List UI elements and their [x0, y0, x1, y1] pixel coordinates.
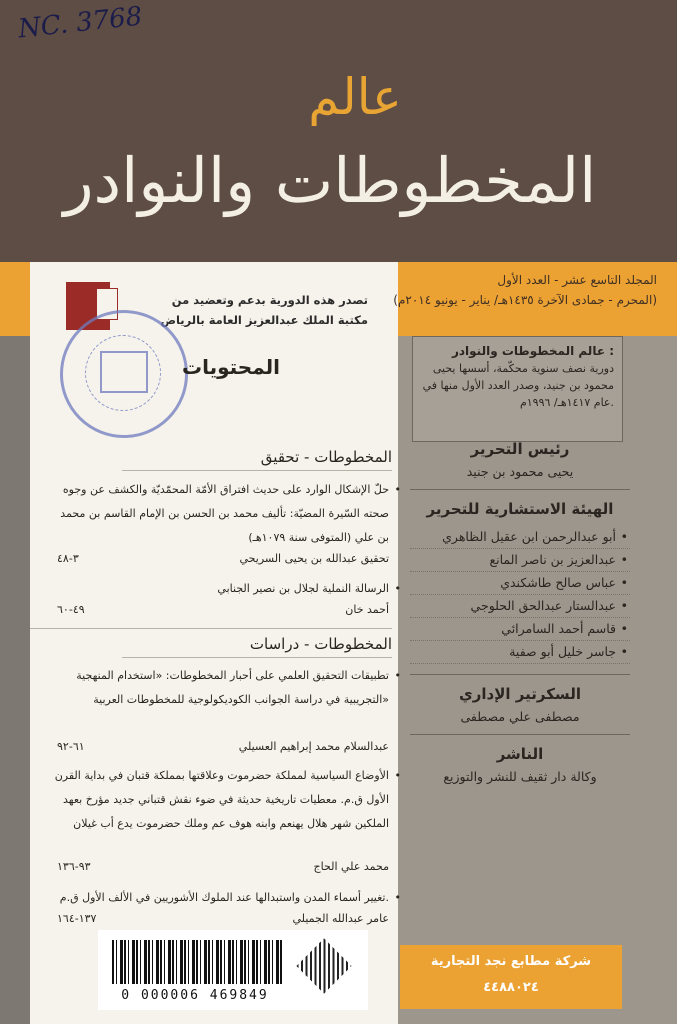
handwritten-note: NC. 3768 [16, 1, 144, 45]
item-pages: ٩٣-١٣٦ [57, 860, 91, 873]
item-author: عامر عبدالله الجميلي [292, 912, 389, 925]
board-member: • عباس صالح طاشكندي [410, 572, 630, 595]
board-title: الهيئة الاستشارية للتحرير [426, 500, 614, 518]
item-author: محمد علي الحاج [313, 860, 389, 873]
board-member: • أبو عبدالرحمن ابن عقيل الظاهري [410, 526, 630, 549]
item-pages: ٣-٤٨ [57, 552, 79, 565]
item-meta [49, 552, 389, 574]
contents-item: • الأوضاع السياسية لمملكة حضرموت وعلاقتها بمملكة قتبان في بداية القرن الأول ق.م. معطيات تاريخية حديثة في ضوء نقش قتباني جديد مؤرخ بعهد الملكين شهر هلال يهنعم وابنه هوف عم وملك حضرموت يدع أب غيلان [54, 769, 401, 830]
contents-item: • تطبيقات التحقيق العلمي على أحبار المخطوطات: «استخدام المنهجية التجريبية في دراسة الجوانب الكوديكولوجية للمخطوطات العربية» [76, 669, 401, 706]
about-box [412, 336, 623, 442]
board-member: • عبدالستار عبدالحق الحلوجي [410, 595, 630, 618]
item-author: عبدالسلام محمد إبراهيم العسيلي [238, 740, 389, 753]
support-note [150, 290, 368, 330]
section-title: المخطوطات - دراسات [122, 635, 392, 658]
board-member: • قاسم أحمد السامرائي [410, 618, 630, 641]
item-meta [49, 603, 389, 625]
contents-item: • تغيير أسماء المدن واستبدالها عند الملوك الأشوريين في الألف الأول ق.م. [59, 891, 401, 904]
logo-word-alam: عالم [308, 68, 402, 126]
secretary-name: مصطفى علي مصطفى [460, 709, 580, 724]
item-text: الأوضاع السياسية لمملكة حضرموت وعلاقتها بمملكة قتبان في بداية القرن الأول ق.م. معطيات تاريخية حديثة في ضوء نقش قتباني جديد مؤرخ بعهد الملكين شهر هلال يهنعم وابنه هوف عم وملك حضرموت يدع أب غيلان [54, 769, 389, 830]
item-author: تحقيق عبدالله بن يحيى السريحي [239, 552, 389, 565]
support-line-2: مكتبة الملك عبدالعزيز العامة بالرياض [160, 313, 368, 327]
item-pages: ٦١-٩٢ [57, 740, 85, 753]
item-meta [49, 860, 389, 882]
contents-title: المحتويات [181, 355, 280, 379]
barcode [98, 930, 368, 1010]
printer-box [400, 945, 622, 1009]
about-body: دورية نصف سنوية محكّمة، أسسها يحيى محمود بن جنيد، وصدر العدد الأول منها في عام ١٤١٧هـ/ ١٩٩٦م. [422, 362, 614, 409]
issue-info [387, 270, 657, 310]
item-author: أحمد خان [345, 603, 389, 616]
printer-name: شركة مطابع نجد التجارية [430, 954, 592, 969]
editorial-column [410, 440, 630, 790]
support-line-1: تصدر هذه الدورية بدعم وتعضيد من [171, 293, 368, 307]
board-list [410, 526, 630, 664]
issue-volume: المجلد التاسع عشر - العدد الأول [497, 273, 657, 287]
about-title: عالم المخطوطات والنوادر : [451, 344, 614, 358]
item-pages: ١٣٧-١٦٤ [57, 912, 97, 925]
section-title: المخطوطات - تحقيق [122, 448, 392, 471]
item-pages: ٤٩-٦٠ [57, 603, 85, 616]
item-text: حلّ الإشكال الوارد على حديث افتراق الأمّة المحمّديّة والكشف عن وجوه صحته السّيرة المضيّة: تأليف محمد بن الحسن بن الإمام القاسم بن محمد بن علي (المتوفى سنة ١٠٧٩هـ) [60, 483, 389, 544]
contents-item: • حلّ الإشكال الوارد على حديث افتراق الأمّة المحمّديّة والكشف عن وجوه صحته السّيرة المضيّة: تأليف محمد بن الحسن بن الإمام القاسم بن محمد بن علي (المتوفى سنة ١٠٧٩هـ) [60, 483, 401, 544]
printer-number: ٤٤٨٨٠٢٤ [483, 980, 539, 995]
publisher-title: الناشر [496, 745, 544, 763]
item-text: تطبيقات التحقيق العلمي على أحبار المخطوطات: «استخدام المنهجية التجريبية في دراسة الجوانب الكوديكولوجية للمخطوطات العربية» [76, 669, 389, 706]
board-member: • عبدالعزيز بن ناصر المانع [410, 549, 630, 572]
board-member: • جاسر خليل أبو صفية [410, 641, 630, 664]
cover-header [0, 0, 677, 262]
secretary-title: السكرتير الإداري [459, 685, 581, 703]
publisher-name: وكالة دار ثقيف للنشر والتوزيع [443, 769, 597, 784]
logo-title: المخطوطات والنوادر [63, 144, 597, 217]
editor-name: يحيى محمود بن جنيد [466, 464, 574, 479]
issue-date: (المحرم - جمادى الآخرة ١٤٣٥هـ/ يناير - يونيو ٢٠١٤م) [393, 293, 657, 307]
item-text: تغيير أسماء المدن واستبدالها عند الملوك الأشوريين في الألف الأول ق.م. [59, 891, 389, 904]
contents-item: • الرسالة النملية لجلال بن نصير الجنابي [217, 582, 401, 595]
editor-title: رئيس التحرير [470, 440, 570, 458]
item-meta [49, 740, 389, 762]
divider [30, 628, 392, 629]
barcode-number: 0 000006 469849 [121, 988, 269, 1003]
barcode-bars-icon [112, 940, 282, 984]
item-text: الرسالة النملية لجلال بن نصير الجنابي [217, 582, 389, 595]
publisher-mark-icon [296, 938, 351, 993]
